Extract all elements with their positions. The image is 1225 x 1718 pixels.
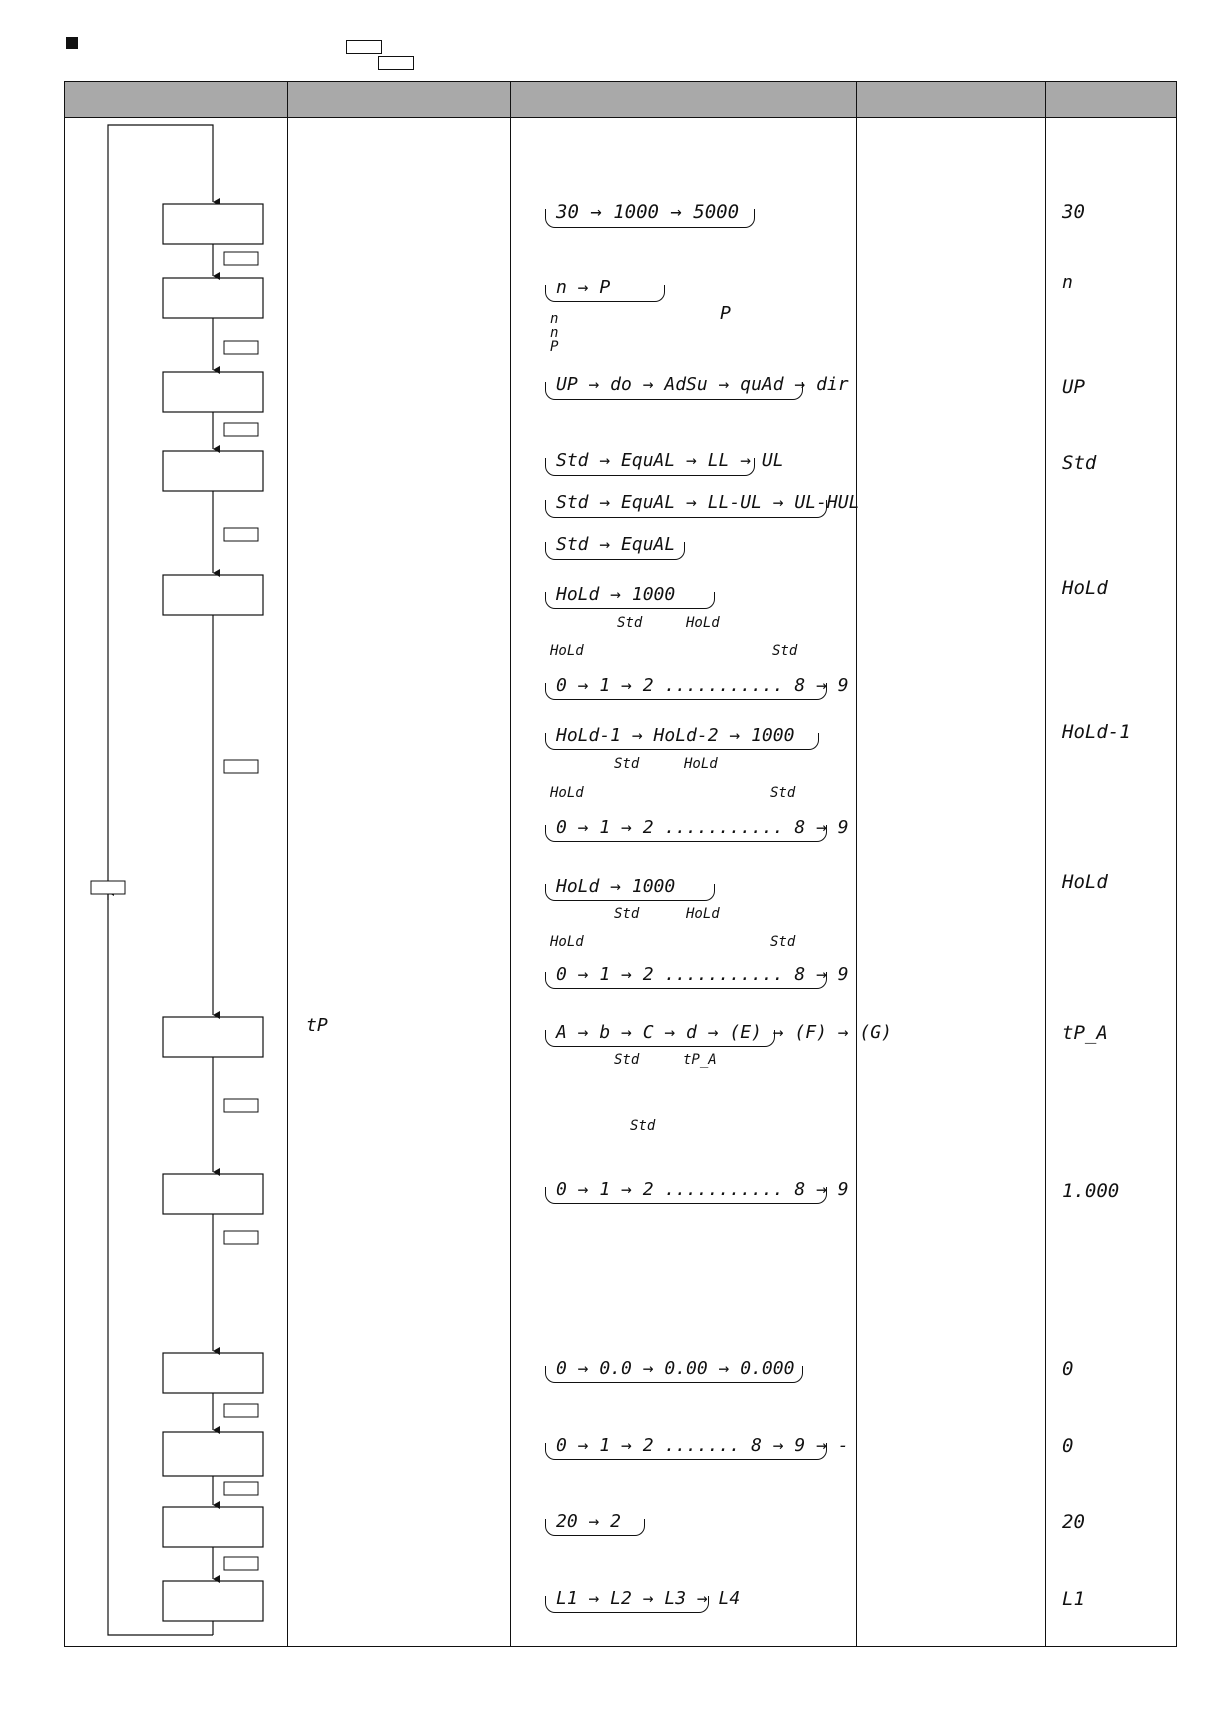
option-label: HoLd	[550, 934, 584, 950]
default-value: 0	[1062, 1435, 1074, 1457]
option-sequence: Std → EquAL → LL → UL	[556, 450, 784, 471]
option-sequence: 0 → 1 → 2 ....... 8 → 9 → -	[556, 1435, 849, 1456]
option-label: HoLd	[550, 643, 584, 659]
option-label: Std	[617, 615, 643, 631]
option-sequence: 0 → 1 → 2 ........... 8 → 9	[556, 1179, 849, 1200]
note-p: P	[550, 339, 559, 355]
note-n: n	[550, 311, 559, 327]
flow-step-box	[163, 1017, 263, 1057]
flow-step-box	[163, 1353, 263, 1393]
flow-step-box	[163, 372, 263, 412]
option-label: Std	[614, 906, 640, 922]
default-value: 30	[1062, 201, 1085, 223]
default-value: HoLd	[1062, 577, 1108, 599]
option-label: HoLd	[686, 906, 720, 922]
flow-step-box	[163, 204, 263, 244]
option-label: HoLd	[550, 785, 584, 801]
option-sequence: A → b → C → d → (E) → (F) → (G)	[556, 1022, 892, 1043]
note-n-hat: n	[550, 325, 559, 341]
flow-step-box	[163, 451, 263, 491]
option-label: HoLd	[684, 756, 718, 772]
tp-description-label: tP	[306, 1015, 328, 1036]
flow-step-box	[163, 278, 263, 318]
flow-step-box	[163, 1432, 263, 1476]
option-sequence: 0 → 0.0 → 0.00 → 0.000	[556, 1358, 795, 1379]
key-symbol-box	[91, 881, 125, 894]
default-value: L1	[1062, 1588, 1085, 1610]
flow-step-box	[163, 1507, 263, 1547]
option-label: Std	[614, 1052, 640, 1068]
option-label: Std	[772, 643, 798, 659]
return-loop-line	[108, 125, 213, 1635]
key-symbol-box	[224, 252, 258, 265]
option-sequence: 0 → 1 → 2 ........... 8 → 9	[556, 817, 849, 838]
flow-step-box	[163, 1174, 263, 1214]
key-symbol-box	[224, 341, 258, 354]
option-sequence: HoLd-1 → HoLd-2 → 1000	[556, 725, 795, 746]
default-value: 1.000	[1062, 1180, 1120, 1202]
option-sequence: UP → do → AdSu → quAd → dir	[556, 374, 849, 395]
option-sequence: n → P	[556, 277, 611, 298]
note-p: P	[720, 303, 731, 324]
default-value: n	[1062, 272, 1073, 293]
flow-step-box	[163, 1581, 263, 1621]
default-value: tP_A	[1062, 1022, 1108, 1044]
option-sequence: 20 → 2	[556, 1511, 622, 1532]
option-sequence: HoLd → 1000	[556, 876, 676, 897]
default-value: 20	[1062, 1511, 1085, 1533]
option-sequence: Std → EquAL	[556, 534, 676, 555]
key-symbol-box	[224, 1231, 258, 1244]
option-sequence: 0 → 1 → 2 ........... 8 → 9	[556, 675, 849, 696]
option-label: Std	[630, 1118, 656, 1134]
default-value: HoLd	[1062, 871, 1108, 893]
option-label: tP_A	[683, 1052, 717, 1068]
default-value: Std	[1062, 452, 1097, 474]
key-symbol-box	[224, 1482, 258, 1495]
option-sequence: Std → EquAL → LL-UL → UL-HUL	[556, 492, 860, 513]
option-sequence: 30 → 1000 → 5000	[556, 201, 740, 223]
key-symbol-box	[224, 1557, 258, 1570]
option-label: HoLd	[686, 615, 720, 631]
key-symbol-box	[224, 760, 258, 773]
option-label: Std	[770, 934, 796, 950]
flow-step-box	[163, 575, 263, 615]
key-symbol-box	[224, 528, 258, 541]
option-sequence: L1 → L2 → L3 → L4	[556, 1588, 741, 1609]
default-value: 0	[1062, 1358, 1074, 1380]
key-symbol-box	[224, 1404, 258, 1417]
option-sequence: 0 → 1 → 2 ........... 8 → 9	[556, 964, 849, 985]
option-sequence: HoLd → 1000	[556, 584, 676, 605]
key-symbol-box	[224, 423, 258, 436]
default-value: HoLd-1	[1062, 721, 1131, 743]
default-value: UP	[1062, 376, 1085, 398]
option-label: Std	[770, 785, 796, 801]
option-label: Std	[614, 756, 640, 772]
key-symbol-box	[224, 1099, 258, 1112]
